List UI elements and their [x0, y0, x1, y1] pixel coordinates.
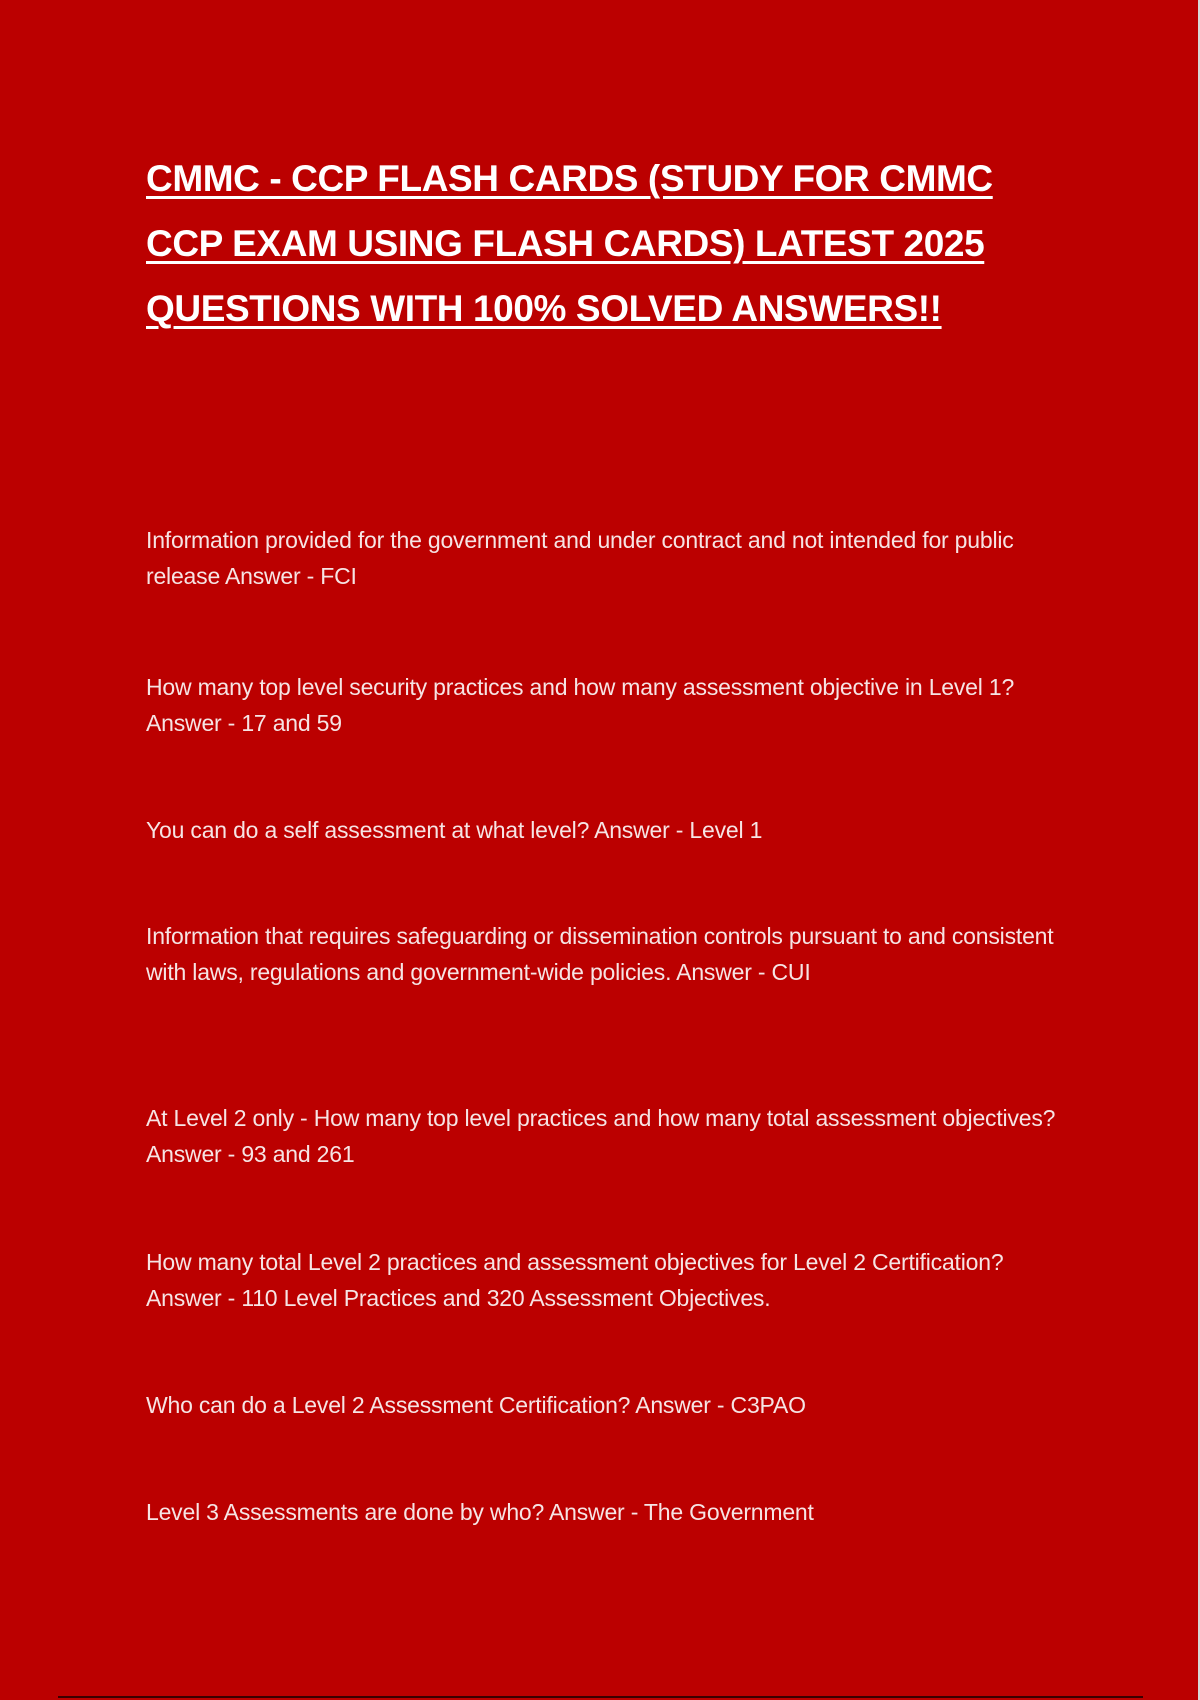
flashcard-item: Information provided for the government and under contract and not intended for public release Answer - FCI — [146, 527, 1014, 589]
flashcard-item: You can do a self assessment at what level? Answer - Level 1 — [146, 817, 763, 843]
document-title: CMMC - CCP FLASH CARDS (STUDY FOR CMMC CCP EXAM USING FLASH CARDS) LATEST 2025 QUESTIONS WITH 100% SOLVED ANSWERS!! — [146, 158, 993, 329]
flashcard-item: Level 3 Assessments are done by who? Answer - The Government — [146, 1499, 814, 1525]
flashcard-item: How many total Level 2 practices and assessment objectives for Level 2 Certification? Answer - 110 Level Practices and 320 Assessment Objectives. — [146, 1249, 1004, 1311]
page-bottom-rule — [58, 1696, 1143, 1698]
flashcard-item: Who can do a Level 2 Assessment Certification? Answer - C3PAO — [146, 1392, 806, 1418]
flashcard-item: At Level 2 only - How many top level practices and how many total assessment objectives? Answer - 93 and 261 — [146, 1105, 1056, 1167]
flashcard-item: Information that requires safeguarding or dissemination controls pursuant to and consistent with laws, regulations and government-wide policies. Answer - CUI — [146, 923, 1054, 985]
flashcard-item: How many top level security practices and how many assessment objective in Level 1? Answer - 17 and 59 — [146, 674, 1015, 736]
